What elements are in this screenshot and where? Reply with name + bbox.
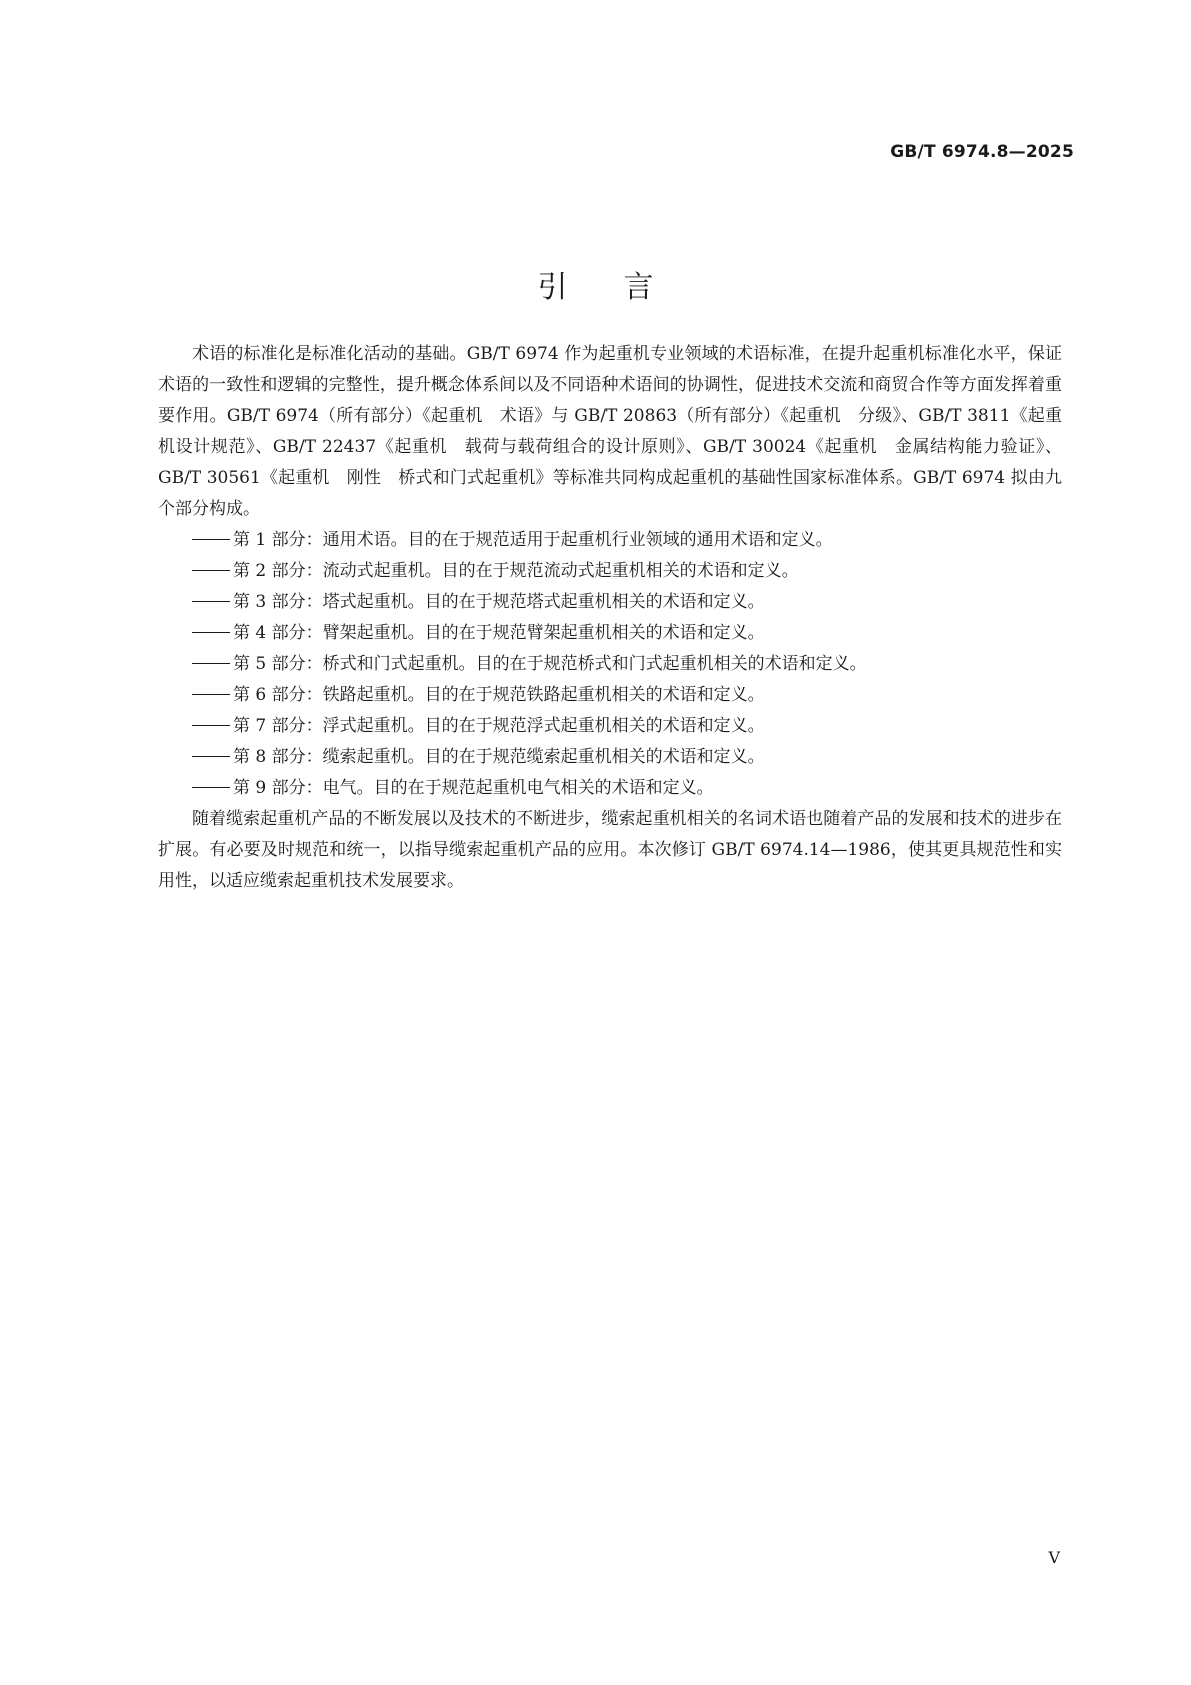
list-item — [158, 618, 1062, 649]
list-item-text: 第 7 部分：浮式起重机。目的在于规范浮式起重机相关的术语和定义。 — [233, 716, 765, 736]
dash-marker — [192, 570, 230, 571]
introduction-body — [158, 339, 1062, 897]
page-title — [0, 262, 1191, 306]
list-item — [158, 649, 1062, 680]
list-item-text: 第 5 部分：桥式和门式起重机。目的在于规范桥式和门式起重机相关的术语和定义。 — [233, 654, 867, 674]
list-item-text: 第 4 部分：臂架起重机。目的在于规范臂架起重机相关的术语和定义。 — [233, 623, 765, 643]
dash-marker — [192, 632, 230, 633]
list-item-text: 第 6 部分：铁路起重机。目的在于规范铁路起重机相关的术语和定义。 — [233, 685, 765, 705]
list-item — [158, 742, 1062, 773]
list-item-text: 第 3 部分：塔式起重机。目的在于规范塔式起重机相关的术语和定义。 — [233, 592, 765, 612]
closing-paragraph: 随着缆索起重机产品的不断发展以及技术的不断进步，缆索起重机相关的名词术语也随着产品的发展和技术的进步在扩展。有必要及时规范和统一，以指导缆索起重机产品的应用。本次修订 GB/T 6974.14—1986，使其更具规范性和实用性，以适应缆索起重机技术发展要求。 — [158, 809, 1062, 891]
dash-marker — [192, 663, 230, 664]
list-item-text: 第 1 部分：通用术语。目的在于规范适用于起重机行业领域的通用术语和定义。 — [233, 530, 833, 550]
list-item — [158, 711, 1062, 742]
page-title-char-2: 言 — [623, 270, 654, 306]
list-item-text: 第 9 部分：电气。目的在于规范起重机电气相关的术语和定义。 — [233, 778, 714, 798]
page-number: V — [1048, 1548, 1060, 1567]
list-item — [158, 525, 1062, 556]
dash-marker — [192, 756, 230, 757]
parts-list — [158, 525, 1062, 804]
list-item-text: 第 8 部分：缆索起重机。目的在于规范缆索起重机相关的术语和定义。 — [233, 747, 765, 767]
list-item — [158, 680, 1062, 711]
list-item — [158, 773, 1062, 804]
dash-marker — [192, 539, 230, 540]
dash-marker — [192, 694, 230, 695]
list-item — [158, 556, 1062, 587]
dash-marker — [192, 725, 230, 726]
dash-marker — [192, 601, 230, 602]
list-item — [158, 587, 1062, 618]
standard-code: GB/T 6974.8—2025 — [890, 142, 1074, 162]
list-item-text: 第 2 部分：流动式起重机。目的在于规范流动式起重机相关的术语和定义。 — [233, 561, 799, 581]
dash-marker — [192, 787, 230, 788]
page-title-char-1: 引 — [537, 270, 568, 306]
intro-paragraph: 术语的标准化是标准化活动的基础。GB/T 6974 作为起重机专业领域的术语标准，在提升起重机标准化水平，保证术语的一致性和逻辑的完整性，提升概念体系间以及不同语种术语间的协调性，促进技术交流和商贸合作等方面发挥着重要作用。GB/T 6974（所有部分）《起重机 术语》与 GB/T 20863（所有部分）《起重机 分级》、GB/T 3811《起重机设计规范》、GB/T 22437《起重机 载荷与载荷组合的设计原则》、GB/T 30024《起重机 金属结构能力验证》、GB/T 30561《起重机 刚性 桥式和门式起重机》等标准共同构成起重机的基础性国家标准体系。GB/T 6974 拟由九个部分构成。 — [158, 344, 1062, 519]
